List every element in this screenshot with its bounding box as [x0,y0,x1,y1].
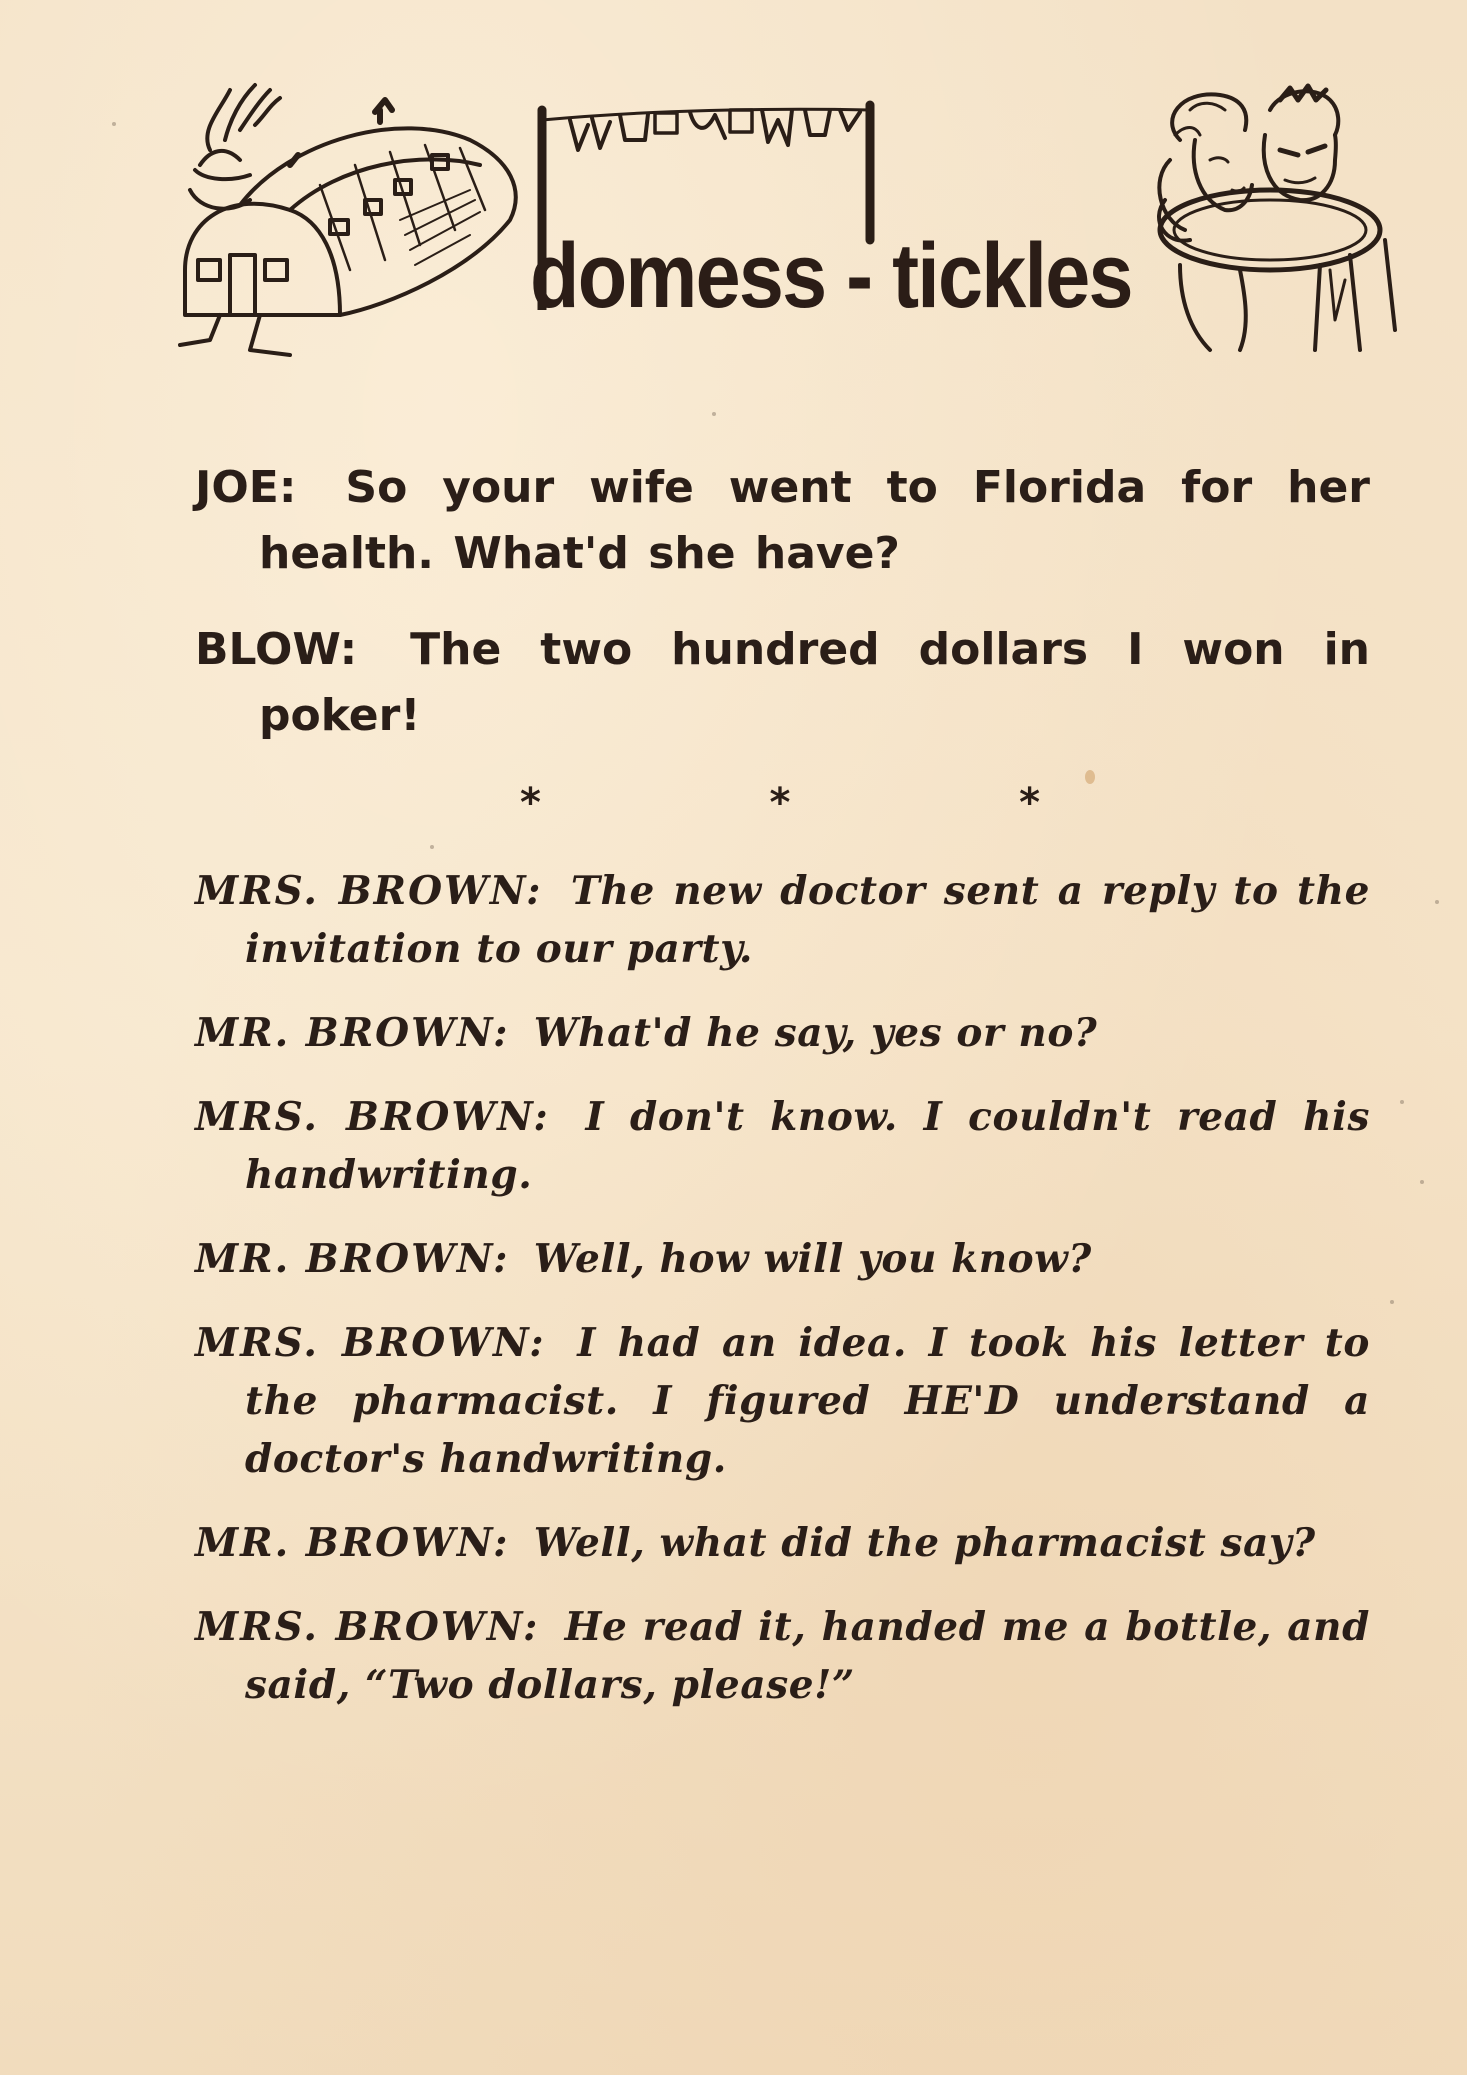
paper-speck [712,412,716,416]
dialog-line [195,1088,1370,1204]
paper-speck [1400,1100,1404,1104]
dialog-text: So your wife went to Florida for her health. What'd she have? [259,462,1370,579]
dialog-line [195,1230,1370,1288]
separator-asterisk: * [1019,780,1040,826]
paper-speck [1420,1180,1424,1184]
dialog-text: Well, what did the pharmacist say? [533,1520,1316,1566]
paper-speck [1085,770,1095,784]
paper-speck [1390,1300,1394,1304]
dialog-text: What'd he say, yes or no? [533,1010,1098,1056]
dialog-line [195,1598,1370,1714]
dialog-section-2 [195,862,1370,1740]
embracing-couple-illustration-icon [1140,80,1430,360]
dialog-text: I don't know. I couldn't read his handwriting. [245,1094,1370,1198]
speaker-label: MR. BROWN: [195,1236,510,1282]
page-title: domess - tickles [530,225,1132,327]
quonset-hut-house-illustration-icon [170,70,530,370]
separator-asterisk: * [769,780,791,826]
section-separator [520,780,1040,826]
speaker-label: JOE: [195,462,297,513]
speaker-label: MRS. BROWN: [195,1320,546,1366]
dialog-line [195,617,1370,749]
speaker-label: MRS. BROWN: [195,1094,550,1140]
speaker-label: MR. BROWN: [195,1010,510,1056]
speaker-label: MRS. BROWN: [195,868,543,914]
dialog-text: He read it, handed me a bottle, and said, “Two dollars, please!” [245,1604,1371,1708]
dialog-text: The new doctor sent a reply to the invitation to our party. [245,868,1371,972]
speaker-label: MR. BROWN: [195,1520,510,1566]
paper-speck [1435,900,1439,904]
title-block [530,80,1150,360]
dialog-line [195,1514,1370,1572]
dialog-line [195,1314,1370,1488]
paper-speck [112,122,116,126]
dialog-line [195,1004,1370,1062]
paper-speck [430,845,434,849]
dialog-section-1 [195,455,1370,779]
dialog-text: Well, how will you know? [533,1236,1092,1282]
dialog-line [195,455,1370,587]
header [160,70,1440,370]
dialog-line [195,862,1370,978]
speaker-label: MRS. BROWN: [195,1604,540,1650]
speaker-label: BLOW: [195,624,358,675]
dialog-text: The two hundred dollars I won in poker! [259,624,1370,741]
dialog-text: I had an idea. I took his letter to the pharmacist. I figured HE'D understand a doctor's handwriting. [245,1320,1371,1482]
separator-asterisk: * [520,780,541,826]
